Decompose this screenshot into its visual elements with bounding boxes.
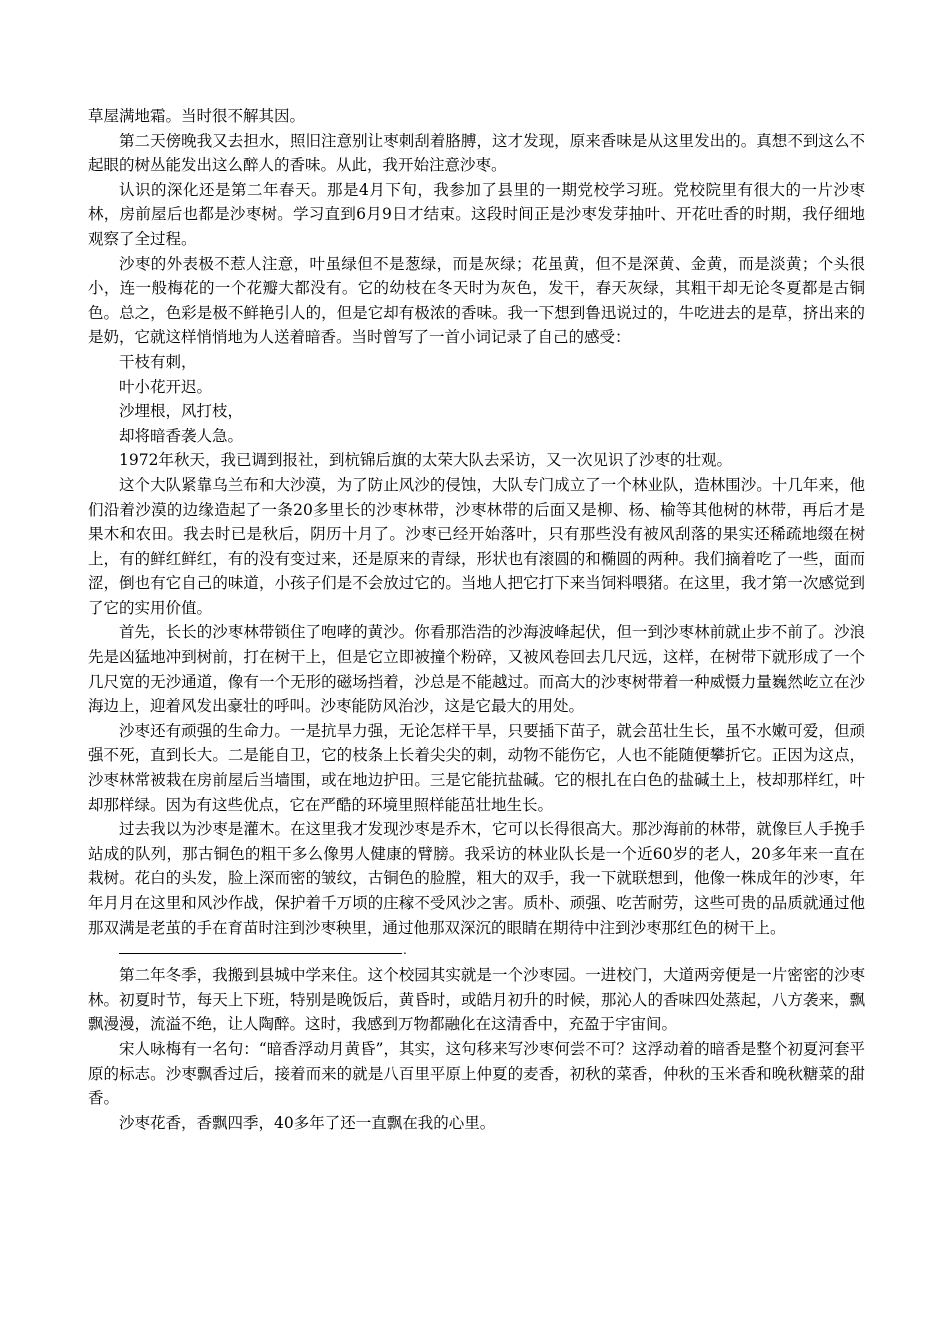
separator-mark: . [403, 943, 407, 958]
paragraph-12: 沙枣花香，香飘四季，40多年了还一直飘在我的心里。 [119, 1113, 496, 1132]
poem-line-3: 沙埋根，风打枝， [119, 402, 244, 421]
paragraph-9: 过去我以为沙枣是灌木。在这里我才发现沙枣是乔木，它可以长得很高大。那沙海前的林带，就像巨人手挽手站成的队列，那古铜色的粗干多么像男人健康的臂膀。我采访的林业队长是一个近60岁的老人，20多年来一直在栽树。花白的头发，脸上深而密的皱纹，古铜色的脸膛，粗大的双手，我一下就联想到，他像一株成年的沙枣，年年月月在这里和风沙作战，保护着千万顷的庄稼不受风沙之害。质朴、顽强、吃苦耐劳，这些可贵的品质就通过他那双满是老茧的手在育苗时注到沙枣秧里，通过他那双深沉的眼睛在期待中注到沙枣那红色的树干上。 [88, 820, 865, 937]
paragraph-6: 这个大队紧靠乌兰布和大沙漠，为了防止风沙的侵蚀，大队专门成立了一个林业队，造林围沙。十几年来，他们沿着沙漠的边缘造起了一条20多里长的沙枣林带，沙枣林带的后面又是柳、杨、榆等其他树的林带，再后才是果木和农田。我去时已是秋后，阴历十月了。沙枣已经开始落叶，只有那些没有被风刮落的果实还稀疏地缀在树上，有的鲜红鲜红，有的没有变过来，还是原来的青绿，形状也有滚圆的和椭圆的两种。我们摘着吃了一些，面而涩，倒也有它自己的味道，小孩子们是不会放过它的。当地人把它打下来当饲料喂猪。在这里，我才第一次感觉到了它的实用价值。 [88, 475, 865, 617]
paragraph-2: 第二天傍晚我又去担水，照旧注意别让枣刺刮着胳膊，这才发现，原来香味是从这里发出的。真想不到这么不起眼的树丛能发出这么醉人的香味。从此，我开始注意沙枣。 [88, 131, 865, 175]
poem-line-4: 却将暗香袭人急。 [119, 426, 244, 445]
paragraph-3: 认识的深化还是第二年春天。那是4月下旬，我参加了县里的一期党校学习班。党校院里有很大的一片沙枣林，房前屋后也都是沙枣树。学习直到6月9日才结束。这段时间正是沙枣发芽抽叶、开花吐香的时期，我仔细地观察了全过程。 [88, 180, 865, 248]
paragraph-5: 1972年秋天，我已调到报社，到杭锦后旗的太荣大队去采访，又一次见识了沙枣的壮观。 [119, 451, 732, 470]
paragraph-4: 沙枣的外表极不惹人注意，叶虽绿但不是葱绿，而是灰绿；花虽黄，但不是深黄、金黄，而是淡黄；个头很小，连一般梅花的一个花瓣大都没有。它的幼枝在冬天时为灰色，发干，春天灰绿，其粗干却无论冬夏都是古铜色。总之，色彩是极不鲜艳引人的，但是它却有极浓的香味。我一下想到鲁迅说过的，牛吃进去的是草，挤出来的是奶，它就这样悄悄地为人送着暗香。当时曾写了一首小词记录了自己的感受： [88, 254, 865, 347]
separator-line [119, 953, 402, 954]
paragraph-11: 宋人咏梅有一名句：“暗香浮动月黄昏”，其实，这句移来写沙枣何尝不可？这浮动着的暗香是整个初夏河套平原的标志。沙枣飘香过后，接着而来的就是八百里平原上仲夏的麦香，初秋的菜香，仲秋的玉米香和晚秋糖菜的甜香。 [88, 1039, 865, 1108]
document-page [88, 104, 865, 1135]
paragraph-7: 首先，长长的沙枣林带锁住了咆哮的黄沙。你看那浩浩的沙海波峰起伏，但一到沙枣林前就止步不前了。沙浪先是凶猛地冲到树前，打在树干上，但是它立即被撞个粉碎，又被风卷回去几尺远，这样，在树带下就形成了一个几尺宽的无沙通道，像有一个无形的磁场挡着，沙总是不能越过。而高大的沙枣树带着一种威慑力量巍然屹立在沙海边上，迎着风发出豪壮的呼叫。沙枣能防风治沙，这是它最大的用处。 [88, 623, 865, 716]
poem-line-2: 叶小花开迟。 [119, 377, 213, 396]
poem [88, 350, 865, 448]
paragraph-10: 第二年冬季，我搬到县城中学来住。这个校园其实就是一个沙枣园。一进校门，大道两旁便是一片密密的沙枣林。初夏时节，每天上下班，特别是晚饭后，黄昏时，或皓月初升的时候，那沁人的香味四处蒸起，八方袭来，飘飘漫漫，流溢不绝，让人陶醉。这时，我感到万物都融化在这清香中，充盈于宇宙间。 [88, 966, 865, 1034]
paragraph-8: 沙枣还有顽强的生命力。一是抗旱力强，无论怎样干旱，只要插下苗子，就会茁壮生长，虽不水嫩可爱，但顽强不死，直到长大。二是能自卫，它的枝条上长着尖尖的刺，动物不能伤它，人也不能随便攀折它。正因为这点，沙枣林常被栽在房前屋后当墙围，或在地边护田。三是它能抗盐碱。它的根扎在白色的盐碱土上，枝却那样红，叶却那样绿。因为有这些优点，它在严酷的环境里照样能茁壮地生长。 [88, 721, 865, 814]
paragraph-1: 草屋满地霜。当时很不解其因。 [88, 107, 306, 125]
poem-line-1: 干枝有刺， [119, 352, 197, 371]
